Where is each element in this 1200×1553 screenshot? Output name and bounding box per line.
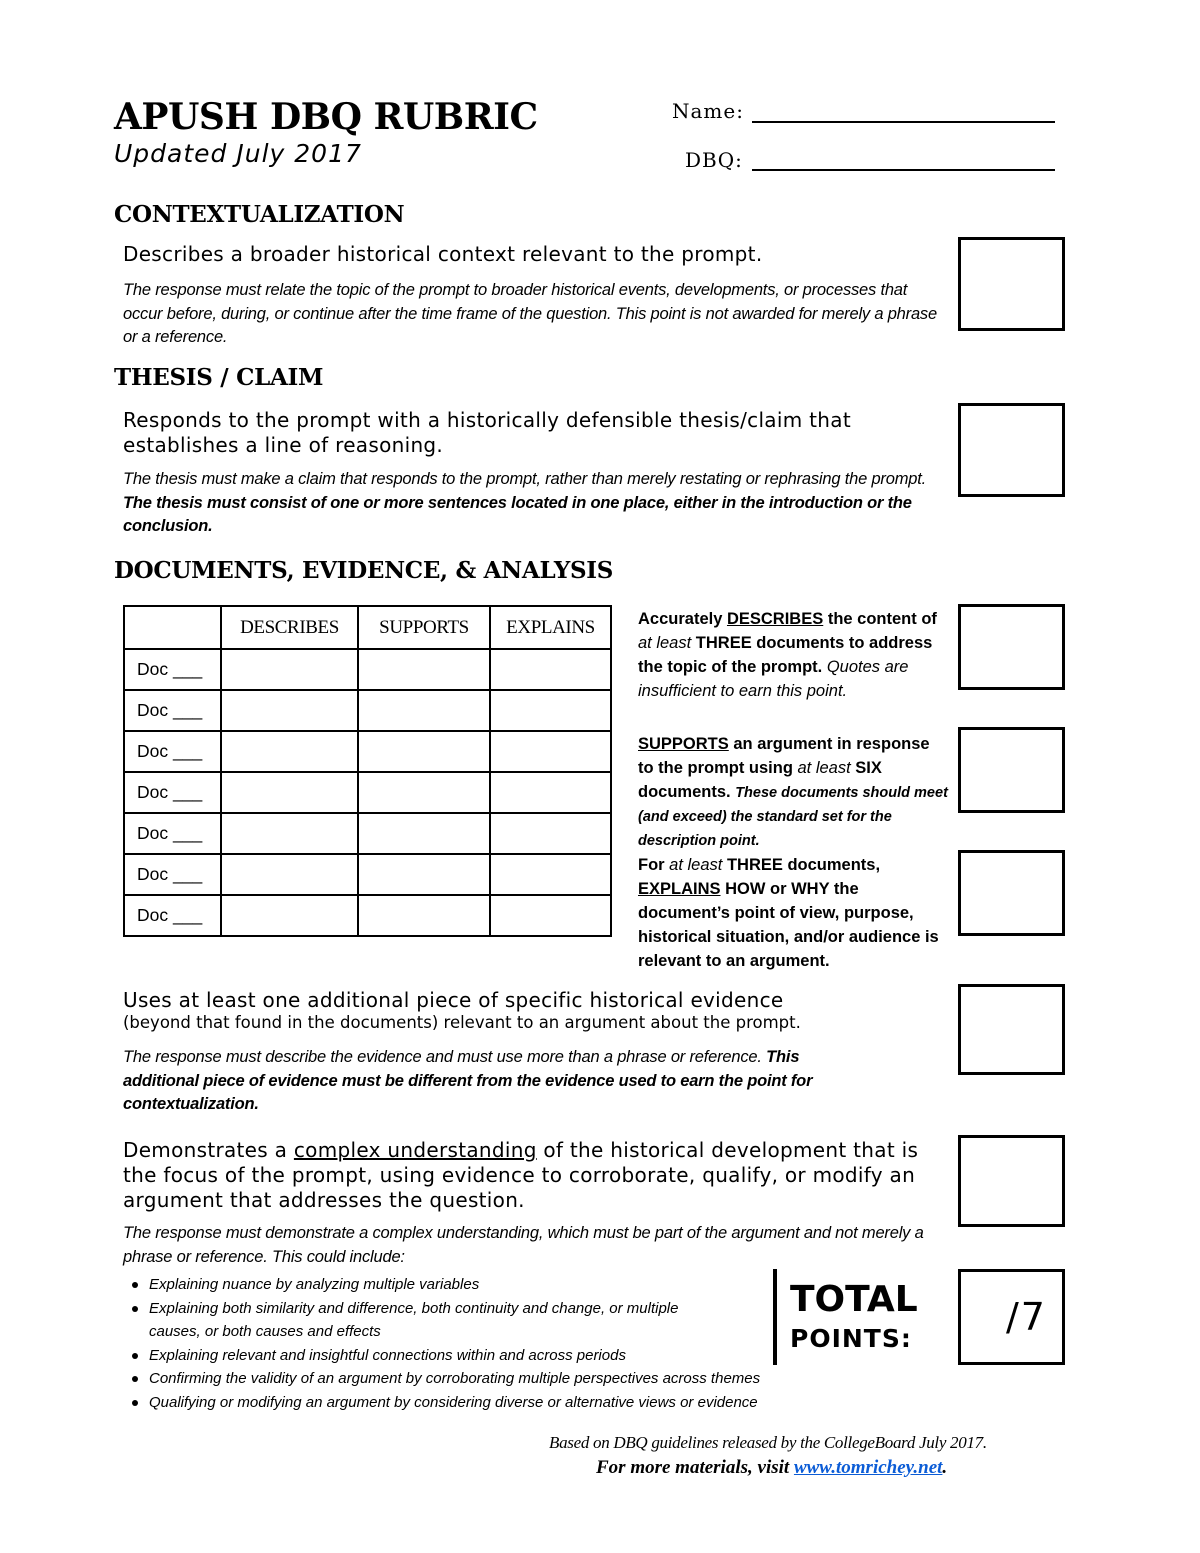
table-header-describes: DESCRIBES xyxy=(221,606,358,649)
contextualization-criterion: Describes a broader historical context relevant to the prompt. xyxy=(123,242,763,266)
contextualization-score-box[interactable] xyxy=(958,237,1065,331)
supports-cell[interactable] xyxy=(358,690,490,731)
page-subtitle: Updated July 2017 xyxy=(114,139,362,168)
supports-post: SIX documents. xyxy=(638,759,882,801)
list-item: Confirming the validity of an argument by corroborating multiple perspectives across themes xyxy=(123,1367,863,1391)
supports-note: These documents should meet (and exceed) the standard set for the description point. xyxy=(638,785,948,849)
evidence-note-a: The response must describe the evidence and must use more than a phrase or reference. xyxy=(123,1048,762,1066)
describes-cell[interactable] xyxy=(221,690,358,731)
supports-description xyxy=(638,732,948,852)
describes-note: Quotes are insufficient to earn this point. xyxy=(638,658,909,700)
table-header-supports: SUPPORTS xyxy=(358,606,490,649)
complexity-pre: Demonstrates a xyxy=(123,1138,294,1162)
explains-cell[interactable] xyxy=(490,690,611,731)
complexity-score-box[interactable] xyxy=(958,1135,1065,1227)
describes-cell[interactable] xyxy=(221,731,358,772)
list-item: Explaining nuance by analyzing multiple variables xyxy=(123,1273,863,1297)
describes-cell[interactable] xyxy=(221,854,358,895)
describes-pre: Accurately xyxy=(638,610,727,628)
thesis-note-b: The thesis must consist of one or more sentences located in one place, either in the introduction or the conclusion. xyxy=(123,493,912,535)
table-row xyxy=(124,772,611,813)
list-item: Explaining relevant and insightful connections within and across periods xyxy=(123,1344,863,1368)
explains-description xyxy=(638,853,948,973)
complexity-bullets xyxy=(123,1273,863,1414)
describes-mid: the content of xyxy=(823,610,937,628)
describes-key: DESCRIBES xyxy=(726,610,824,628)
thesis-note xyxy=(123,468,943,539)
explains-score-box[interactable] xyxy=(958,850,1065,936)
total-label-bottom: POINTS: xyxy=(790,1324,912,1353)
evidence-criterion-sub: (beyond that found in the documents) relevant to an argument about the prompt. xyxy=(123,1013,801,1032)
list-item: Qualifying or modifying an argument by considering diverse or alternative views or evidence xyxy=(123,1391,863,1415)
documents-table-header-row xyxy=(124,606,611,649)
supports-cell[interactable] xyxy=(358,649,490,690)
supports-em: at least xyxy=(797,759,851,777)
table-row xyxy=(124,690,611,731)
describes-em: at least xyxy=(638,634,692,652)
supports-score-box[interactable] xyxy=(958,727,1065,813)
explains-pre: For xyxy=(638,856,670,874)
supports-key: SUPPORTS xyxy=(638,735,729,753)
list-item: Explaining both similarity and difference, both continuity and change, or multiple causes, or both causes and effects xyxy=(123,1297,863,1344)
page-title: APUSH DBQ RUBRIC xyxy=(114,96,538,138)
doc-label[interactable]: Doc ___ xyxy=(124,772,221,813)
explains-mid: THREE documents, xyxy=(722,856,881,874)
dbq-field[interactable] xyxy=(752,169,1055,171)
complexity-note: The response must demonstrate a complex understanding, which must be part of the argument and not merely a phrase or reference. This could include: xyxy=(123,1224,924,1266)
supports-cell[interactable] xyxy=(358,854,490,895)
table-header-explains: EXPLAINS xyxy=(490,606,611,649)
documents-table xyxy=(123,605,612,937)
total-value: /7 xyxy=(1006,1295,1047,1339)
documents-heading: DOCUMENTS, EVIDENCE, & ANALYSIS xyxy=(114,557,614,584)
describes-cell[interactable] xyxy=(221,772,358,813)
describes-post: THREE documents to address the topic of the prompt. xyxy=(638,634,933,676)
supports-cell[interactable] xyxy=(358,731,490,772)
supports-cell[interactable] xyxy=(358,772,490,813)
explains-key: EXPLAINS xyxy=(638,880,721,898)
doc-label[interactable]: Doc ___ xyxy=(124,813,221,854)
doc-label[interactable]: Doc ___ xyxy=(124,895,221,936)
name-label: Name: xyxy=(672,99,744,123)
describes-cell[interactable] xyxy=(221,813,358,854)
doc-label[interactable]: Doc ___ xyxy=(124,731,221,772)
thesis-note-a: The thesis must make a claim that responds to the prompt, rather than merely restating or rephrasing the prompt. xyxy=(123,470,926,488)
evidence-score-box[interactable] xyxy=(958,984,1065,1075)
total-divider xyxy=(773,1269,777,1365)
evidence-criterion: Uses at least one additional piece of specific historical evidence xyxy=(123,988,784,1012)
footer-credit: Based on DBQ guidelines released by the CollegeBoard July 2017. xyxy=(549,1433,987,1452)
name-field[interactable] xyxy=(752,121,1055,123)
explains-em: at least xyxy=(669,856,723,874)
table-row xyxy=(124,895,611,936)
thesis-heading: THESIS / CLAIM xyxy=(114,364,324,391)
describes-cell[interactable] xyxy=(221,895,358,936)
supports-cell[interactable] xyxy=(358,895,490,936)
table-row xyxy=(124,649,611,690)
explains-cell[interactable] xyxy=(490,895,611,936)
complexity-key: complex understanding xyxy=(293,1138,537,1162)
footer-more xyxy=(596,1457,947,1479)
explains-cell[interactable] xyxy=(490,854,611,895)
table-row xyxy=(124,854,611,895)
table-header-blank xyxy=(124,606,221,649)
complexity-post: of the historical development that is the focus of the prompt, using evidence to corroborate, qualify, or modify an argument that addresses the question. xyxy=(123,1138,919,1212)
explains-cell[interactable] xyxy=(490,731,611,772)
contextualization-note: The response must relate the topic of the prompt to broader historical events, developments, or processes that occur before, during, or continue after the time frame of the question. This point is not awarded for merely a phrase or a reference. xyxy=(123,281,937,346)
table-row xyxy=(124,813,611,854)
supports-cell[interactable] xyxy=(358,813,490,854)
footer-link[interactable]: www.tomrichey.net xyxy=(793,1457,943,1478)
doc-label[interactable]: Doc ___ xyxy=(124,649,221,690)
contextualization-heading: CONTEXTUALIZATION xyxy=(114,201,405,228)
describes-score-box[interactable] xyxy=(958,604,1065,690)
table-row xyxy=(124,731,611,772)
doc-label[interactable]: Doc ___ xyxy=(124,854,221,895)
evidence-note xyxy=(123,1046,843,1117)
doc-label[interactable]: Doc ___ xyxy=(124,690,221,731)
dbq-label: DBQ: xyxy=(685,148,743,172)
explains-cell[interactable] xyxy=(490,813,611,854)
footer-more-pre: For more materials, visit xyxy=(596,1457,794,1478)
complexity-criterion xyxy=(123,1138,953,1213)
evidence-note-b: This additional piece of evidence must be different from the evidence used to earn the point for contextualization. xyxy=(123,1048,813,1113)
explains-post: HOW or WHY the document’s point of view, purpose, historical situation, and/or audience is relevant to an argument. xyxy=(638,880,939,970)
describes-description xyxy=(638,607,948,703)
footer-more-post: . xyxy=(942,1457,948,1478)
explains-cell[interactable] xyxy=(490,649,611,690)
explains-cell[interactable] xyxy=(490,772,611,813)
total-label-top: TOTAL xyxy=(790,1279,918,1320)
thesis-criterion: Responds to the prompt with a historically defensible thesis/claim that establishes a line of reasoning. xyxy=(123,408,851,457)
describes-cell[interactable] xyxy=(221,649,358,690)
thesis-score-box[interactable] xyxy=(958,403,1065,497)
supports-mid: an argument in response to the prompt using xyxy=(638,735,930,777)
